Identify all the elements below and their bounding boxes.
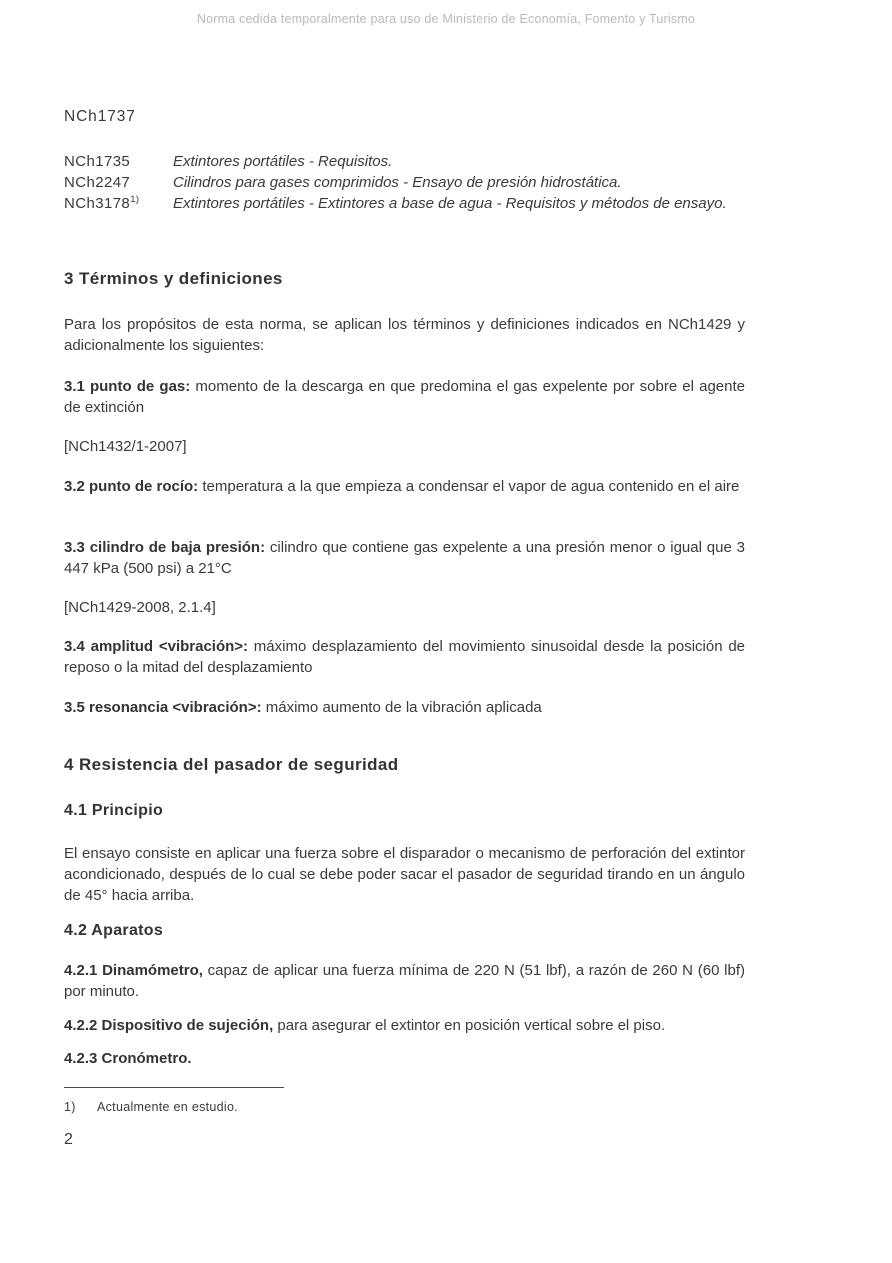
reference-code: [64, 193, 173, 214]
definition-3-1: [64, 376, 745, 418]
subsection-4-1-paragraph: El ensayo consiste en aplicar una fuerza sobre el disparador o mecanismo de perforación del extintor acondicionado, después de lo cual se debe poder sacar el pasador de seguridad tirando en un ángulo de 45° hacia arriba.: [64, 845, 745, 904]
item-text: para asegurar el extintor en posición vertical sobre el piso.: [277, 1017, 666, 1034]
item-term: 4.2.1 Dinamómetro,: [64, 962, 203, 979]
definition-text: máximo desplazamiento del movimiento sinusoidal desde la posición de reposo o la mitad del desplazamiento: [64, 638, 746, 676]
reference-code: NCh2247: [64, 174, 131, 191]
definition-term: 3.2 punto de rocío:: [64, 478, 199, 495]
reference-description: Cilindros para gases comprimidos - Ensayo de presión hidrostática.: [173, 174, 622, 191]
definition-term: 3.4 amplitud <vibración>:: [64, 638, 249, 655]
footnote-marker: 1): [64, 1100, 76, 1114]
reference-description: Extintores portátiles - Extintores a base de agua - Requisitos y métodos de ensayo.: [173, 195, 727, 212]
definition-3-5: [64, 697, 745, 718]
section-3-intro-paragraph: Para los propósitos de esta norma, se aplican los términos y definiciones indicados en NCh1429 y adicionalmente los siguientes:: [64, 316, 745, 354]
item-term: 4.2.3 Cronómetro.: [64, 1050, 192, 1067]
source-reference: [NCh1432/1-2007]: [64, 438, 187, 455]
page-number: 2: [64, 1131, 74, 1148]
item-4-2-1: [64, 960, 745, 1002]
definition-term: 3.5 resonancia <vibración>:: [64, 699, 262, 716]
section-3-heading: 3 Términos y definiciones: [64, 269, 283, 288]
definition-text: temperatura a la que empieza a condensar el vapor de agua contenido en el aire: [202, 478, 740, 495]
normative-references-list: [64, 151, 745, 214]
definition-text: máximo aumento de la vibración aplicada: [265, 699, 542, 716]
definition-term: 3.1 punto de gas:: [64, 378, 191, 395]
reference-code: NCh1735: [64, 153, 131, 170]
item-4-2-2: [64, 1015, 745, 1036]
watermark-text: Norma cedida temporalmente para uso de Ministerio de Economía, Fomento y Turismo: [196, 12, 696, 26]
definition-text: cilindro que contiene gas expelente a una presión menor o igual que 3 447 kPa (500 psi) a 21°C: [64, 539, 745, 577]
reference-row: [64, 193, 745, 214]
reference-description: Extintores portátiles - Requisitos.: [173, 153, 393, 170]
subsection-4-1-heading: 4.1 Principio: [64, 802, 164, 819]
footnote-divider: [64, 1087, 284, 1088]
reference-row: [64, 172, 745, 193]
item-4-2-3: [64, 1048, 745, 1069]
reference-code-text: NCh3178: [64, 195, 131, 212]
doc-code: NCh1737: [64, 108, 136, 125]
definition-3-3: [64, 537, 745, 579]
section-4-heading: 4 Resistencia del pasador de seguridad: [64, 755, 399, 774]
source-reference: [NCh1429-2008, 2.1.4]: [64, 599, 216, 616]
footnote-text: Actualmente en estudio.: [97, 1100, 239, 1114]
definition-3-4: [64, 636, 745, 678]
item-text: capaz de aplicar una fuerza mínima de 220 N (51 lbf), a razón de 260 N (60 lbf) por minuto.: [64, 962, 745, 1000]
definition-text: momento de la descarga en que predomina el gas expelente por sobre el agente de extinción: [64, 378, 745, 416]
definition-term: 3.3 cilindro de baja presión:: [64, 539, 266, 556]
definition-3-2: [64, 476, 745, 497]
subsection-4-2-heading: 4.2 Aparatos: [64, 922, 164, 939]
reference-row: [64, 151, 745, 172]
item-term: 4.2.2 Dispositivo de sujeción,: [64, 1017, 274, 1034]
footnote: [64, 1099, 745, 1116]
footnote-reference-mark: 1): [130, 194, 140, 205]
